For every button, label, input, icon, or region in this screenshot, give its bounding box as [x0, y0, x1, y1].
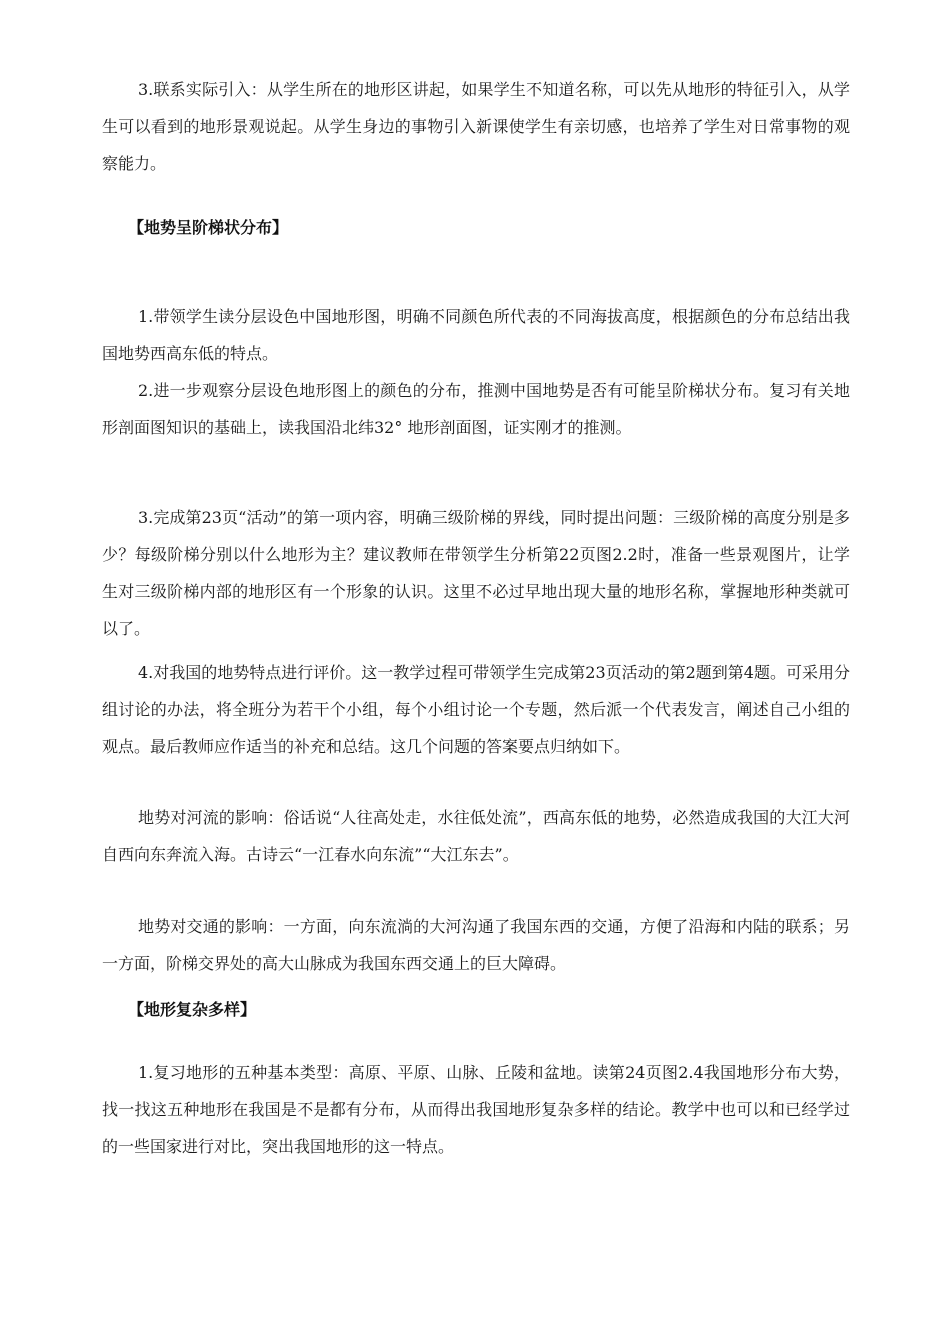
section-heading-complex-terrain: 【地形复杂多样】: [128, 1000, 257, 1019]
paragraph-terrain-types: 1.复习地形的五种基本类型：高原、平原、山脉、丘陵和盆地。读第24页图2.4我国地形分布大势，找一找这五种地形在我国是不是都有分布，从而得出我国地形复杂多样的结论。教学中也可以和已经学过的一些国家进行对比，突出我国地形的这一特点。: [102, 1063, 850, 1156]
paragraph-transport-impact: 地势对交通的影响：一方面，向东流淌的大河沟通了我国东西的交通，方便了沿海和内陆的联系；另一方面，阶梯交界处的高大山脉成为我国东西交通上的巨大障碍。: [102, 917, 850, 973]
paragraph-step-4: 4.对我国的地势特点进行评价。这一教学过程可带领学生完成第23页活动的第2题到第4题。可采用分组讨论的办法，将全班分为若干个小组，每个小组讨论一个专题，然后派一个代表发言，阐述自己小组的观点。最后教师应作适当的补充和总结。这几个问题的答案要点归纳如下。: [102, 663, 850, 756]
paragraph-step-1: 1.带领学生读分层设色中国地形图，明确不同颜色所代表的不同海拔高度，根据颜色的分布总结出我国地势西高东低的特点。: [102, 307, 850, 363]
paragraph-river-impact: 地势对河流的影响：俗话说“人往高处走，水往低处流”，西高东低的地势，必然造成我国的大江大河自西向东奔流入海。古诗云“一江春水向东流”“大江东去”。: [102, 808, 850, 864]
paragraph-intro-practice: 3.联系实际引入：从学生所在的地形区讲起，如果学生不知道名称，可以先从地形的特征引入，从学生可以看到的地形景观说起。从学生身边的事物引入新课使学生有亲切感，也培养了学生对日常事物的观察能力。: [102, 80, 850, 173]
paragraph-step-2: 2.进一步观察分层设色地形图上的颜色的分布，推测中国地势是否有可能呈阶梯状分布。复习有关地形剖面图知识的基础上，读我国沿北纬32° 地形剖面图，证实刚才的推测。: [102, 381, 850, 437]
section-heading-terrain-steps: 【地势呈阶梯状分布】: [128, 218, 289, 237]
paragraph-step-3: 3.完成第23页“活动”的第一项内容，明确三级阶梯的界线，同时提出问题：三级阶梯的高度分别是多少？每级阶梯分别以什么地形为主？建议教师在带领学生分析第22页图2.2时，准备一些景观图片，让学生对三级阶梯内部的地形区有一个形象的认识。这里不必过早地出现大量的地形名称，掌握地形种类就可以了。: [102, 508, 850, 638]
